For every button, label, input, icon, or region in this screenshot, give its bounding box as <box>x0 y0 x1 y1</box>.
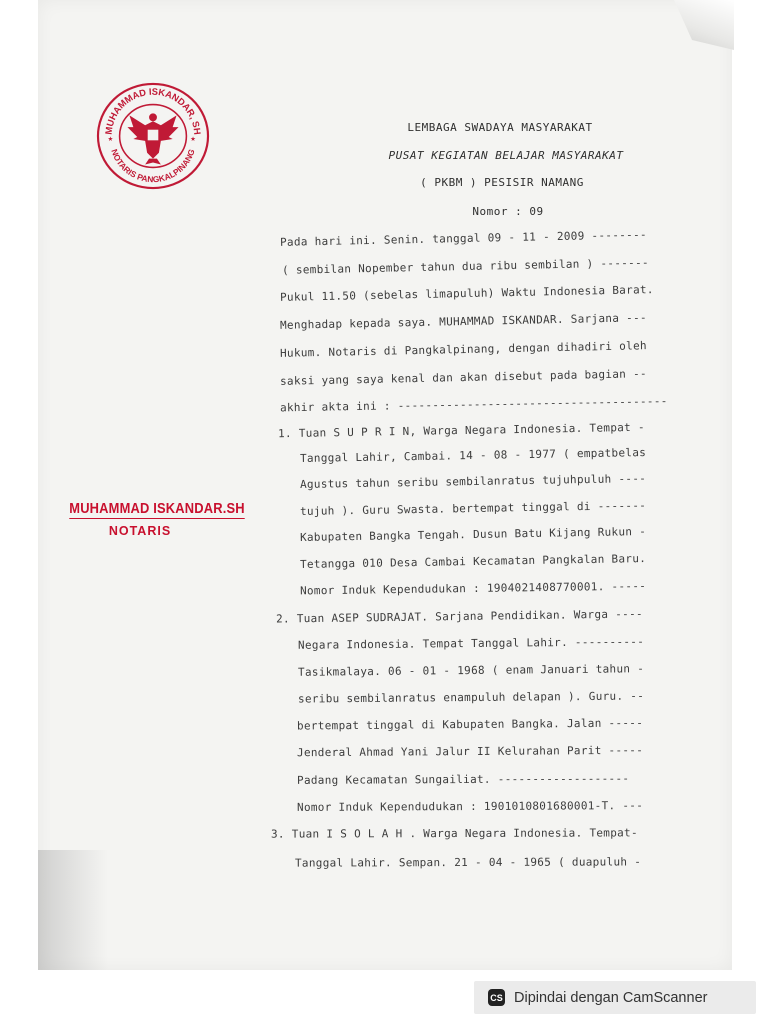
body-line: Menghadap kepada saya. MUHAMMAD ISKANDAR. Sarjana --- <box>279 311 648 332</box>
body-line: Tetangga 010 Desa Cambai Kecamatan Pangkalan Baru. <box>299 551 647 572</box>
star-icon: ★ <box>107 133 114 144</box>
body-line: tujuh ). Guru Swasta. bertempat tinggal di ------- <box>299 498 647 519</box>
body-line: Jenderal Ahmad Yani Jalur II Kelurahan Parit ----- <box>296 743 644 760</box>
stamp-text-bottom: NOTARIS PANGKALPINANG <box>109 147 197 185</box>
body-line: Tanggal Lahir, Cambai. 14 - 08 - 1977 ( empatbelas <box>299 445 647 466</box>
body-line: Kabupaten Bangka Tengah. Dusun Batu Kijang Rukun - <box>299 524 647 545</box>
body-line: Agustus tahun seribu sembilanratus tujuhpuluh ---- <box>299 471 647 492</box>
body-line: Pada hari ini. Senin. tanggal 09 - 11 - 2009 -------- <box>279 228 648 249</box>
body-line: Tasikmalaya. 06 - 01 - 1968 ( enam Januari tahun - <box>297 662 645 679</box>
camscanner-icon: CS <box>488 989 505 1006</box>
header-program: PUSAT KEGIATAN BELAJAR MASYARAKAT <box>388 149 624 162</box>
notary-signature-block <box>55 498 245 538</box>
stamp-text-top: MUHAMMAD ISKANDAR, SH <box>103 86 203 136</box>
list-item-1: 1. Tuan S U P R I N, Warga Negara Indonesia. Tempat - <box>277 420 645 441</box>
stamp-seal-graphic <box>94 80 212 192</box>
body-line: saksi yang saya kenal dan akan disebut pada bagian -- <box>279 367 648 388</box>
header-organization: LEMBAGA SWADAYA MASYARAKAT <box>407 121 593 134</box>
list-item-3: 3. Tuan I S O L A H . Warga Negara Indonesia. Tempat- <box>270 826 638 841</box>
garuda-icon <box>127 113 178 164</box>
camscanner-watermark <box>474 981 756 1014</box>
notary-name: MUHAMMAD ISKANDAR.SH <box>69 500 245 517</box>
body-line: ( sembilan Nopember tahun dua ribu sembilan ) ------- <box>281 256 650 277</box>
star-icon: ★ <box>190 133 196 144</box>
body-line: Nomor Induk Kependudukan : 1901010801680001-T. --- <box>296 799 644 814</box>
body-line: Hukum. Notaris di Pangkalpinang, dengan dihadiri oleh <box>279 339 648 360</box>
body-line: bertempat tinggal di Kabupaten Bangka. Jalan ----- <box>296 716 644 733</box>
body-line: seribu sembilanratus enampuluh delapan ). Guru. -- <box>297 689 645 706</box>
watermark-text: Dipindai dengan CamScanner <box>514 989 708 1006</box>
body-line: Nomor Induk Kependudukan : 1904021408770001. ----- <box>299 579 647 598</box>
body-line: Padang Kecamatan Sungailiat. ------------------- <box>296 772 630 787</box>
body-line: Tanggal Lahir. Sempan. 21 - 04 - 1965 ( duapuluh - <box>294 855 642 870</box>
notary-title: NOTARIS <box>108 524 172 538</box>
header-number: Nomor : 09 <box>472 205 544 218</box>
body-line: Negara Indonesia. Tempat Tanggal Lahir. ---------- <box>297 635 645 652</box>
header-pkbm: ( PKBM ) PESISIR NAMANG <box>420 176 584 189</box>
body-line: Pukul 11.50 (sebelas limapuluh) Waktu Indonesia Barat. <box>279 283 654 304</box>
list-item-2: 2. Tuan ASEP SUDRAJAT. Sarjana Pendidikan. Warga ---- <box>275 607 643 626</box>
body-line: akhir akta ini : --------------------------------------- <box>279 394 668 415</box>
notary-stamp <box>94 80 212 192</box>
scan-shadow <box>38 850 108 970</box>
